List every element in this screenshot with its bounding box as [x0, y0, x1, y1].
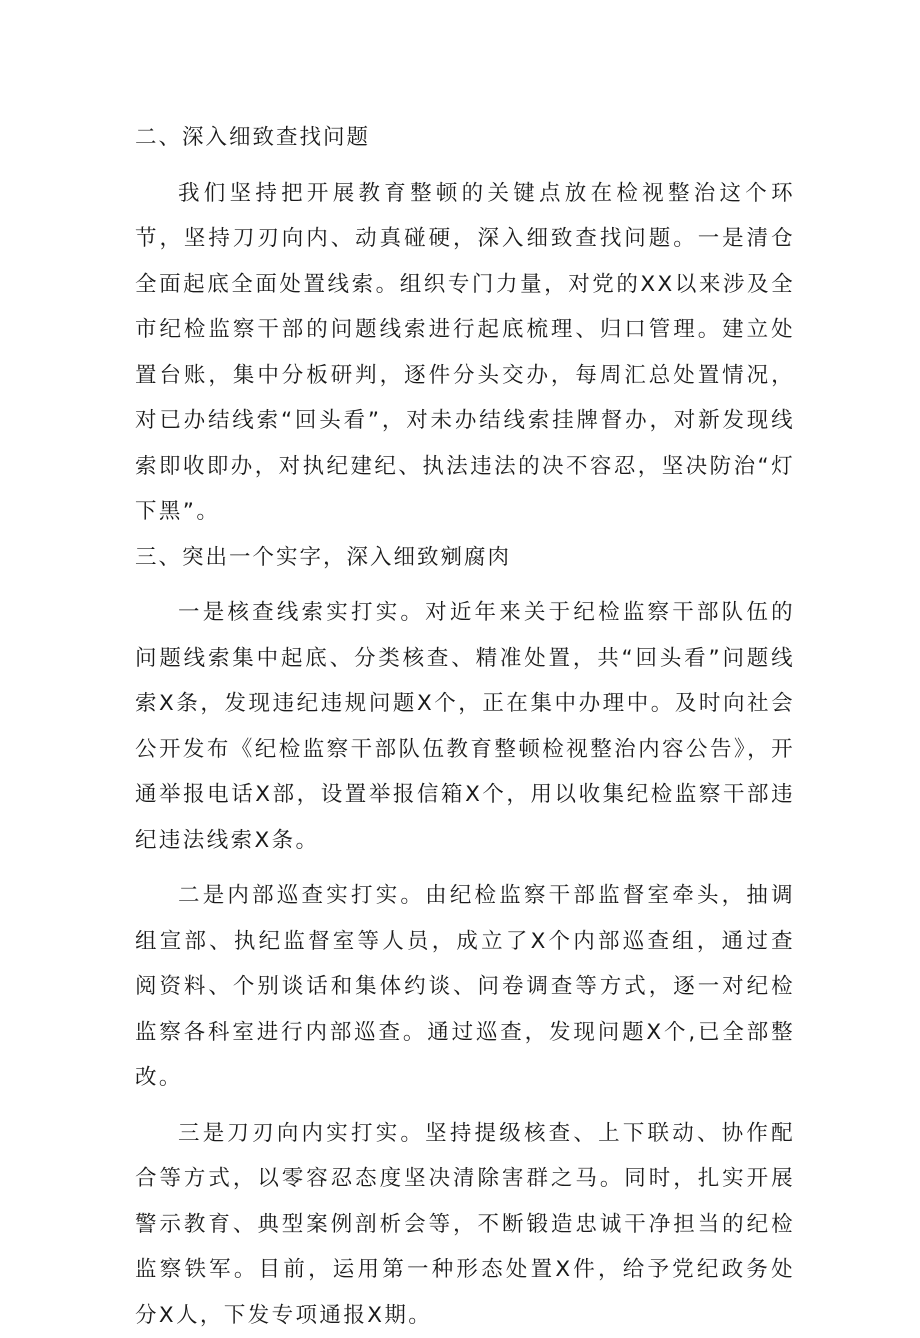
- paragraph-clue-verification: 一是核查线索实打实。对近年来关于纪检监察干部队伍的问题线索集中起底、分类核查、精准处置，共“回头看”问题线索X条，发现违纪违规问题X个，正在集中办理中。及时向社会公开发布《纪检监察干部队伍教育整顿检视整治内容公告》，开通举报电话X部，设置举报信箱X个，用以收集纪检监察干部违纪违法线索X条。: [135, 590, 795, 863]
- section-heading-3: 三、突出一个实字，深入细致剜腐肉: [135, 535, 795, 581]
- paragraph-internal-inspection: 二是内部巡查实打实。由纪检监察干部监督室牵头，抽调组宣部、执纪监督室等人员，成立了X个内部巡查组，通过查阅资料、个别谈话和集体约谈、问卷调查等方式，逐一对纪检监察各科室进行内部巡查。通过巡查，发现问题X个,已全部整改。: [135, 873, 795, 1101]
- document-body: [135, 115, 795, 1338]
- paragraph-self-rectification: 三是刀刃向内实打实。坚持提级核查、上下联动、协作配合等方式，以零容忍态度坚决清除害群之马。同时，扎实开展警示教育、典型案例剖析会等，不断锻造忠诚干净担当的纪检监察铁军。目前，运用第一种形态处置X件，给予党纪政务处分X人，下发专项通报X期。: [135, 1111, 795, 1338]
- spacer: [135, 1101, 795, 1111]
- spacer: [135, 863, 795, 873]
- spacer: [135, 580, 795, 590]
- paragraph-investigation: 我们坚持把开展教育整顿的关键点放在检视整治这个环节，坚持刀刃向内、动真碰硬，深入细致查找问题。一是清仓全面起底全面处置线索。组织专门力量，对党的XX以来涉及全市纪检监察干部的问题线索进行起底梳理、归口管理。建立处置台账，集中分板研判，逐件分头交办，每周汇总处置情况，对已办结线索“回头看”，对未办结线索挂牌督办，对新发现线索即收即办，对执纪建纪、执法违法的决不容忍，坚决防治“灯下黑”。: [135, 171, 795, 535]
- section-heading-2: 二、深入细致查找问题: [135, 115, 795, 161]
- spacer: [135, 161, 795, 171]
